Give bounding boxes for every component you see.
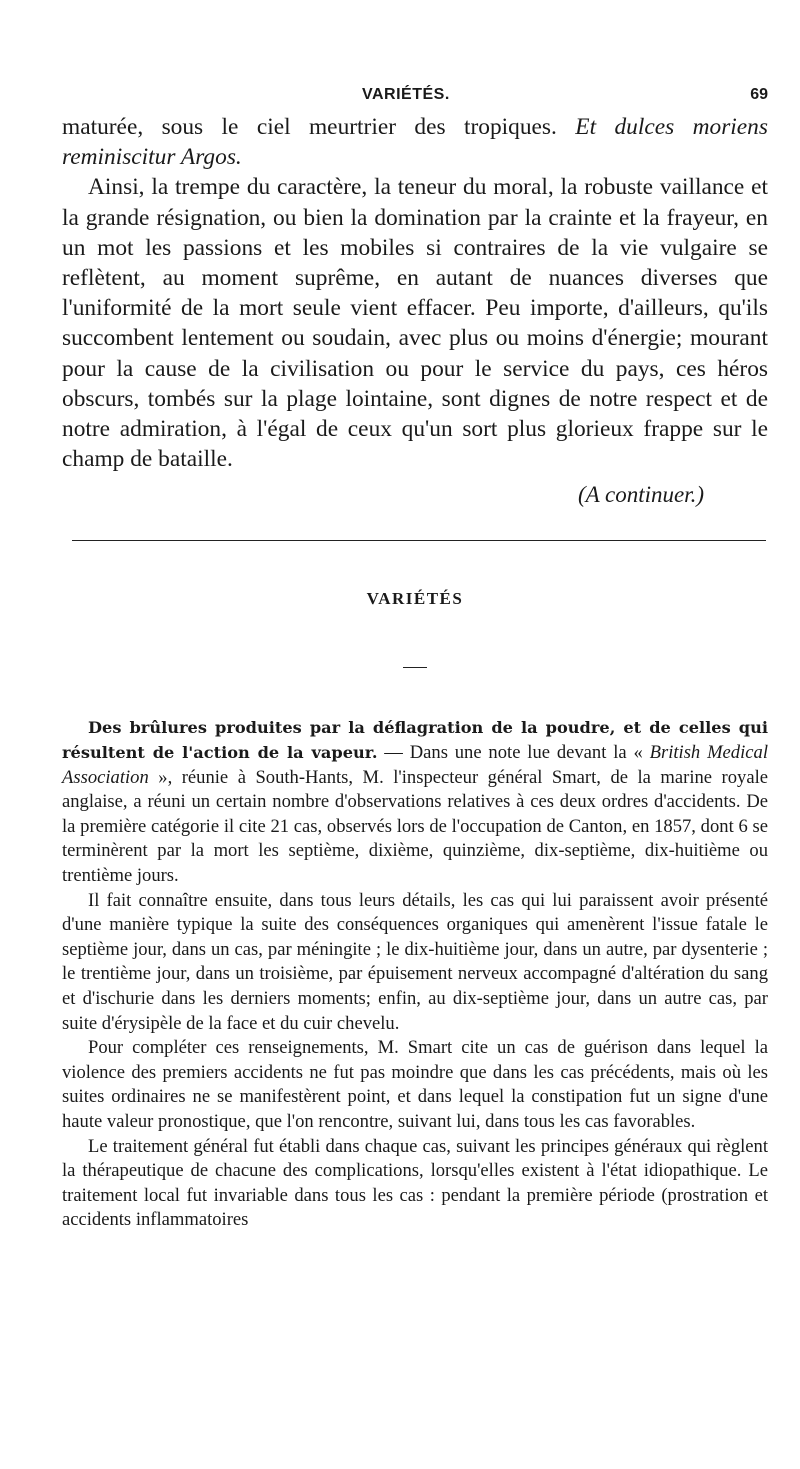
running-head-title: VARIÉTÉS. [362,86,450,103]
running-head [62,80,768,112]
book-page [62,80,768,1233]
article-title: Des brûlures produites par la déflagration de la poudre, et de celles qui résultent de l'action de la vapeur. [62,718,768,763]
article-body [62,716,768,1232]
previous-article-ending [62,112,768,510]
journal-name: British Medical Association [62,742,768,788]
paragraph-text: maturée, sous le ciel meurtrier des tropiques. [62,114,576,140]
paragraph-text: », réunie à South-Hants, M. l'inspecteur général Smart, de la marine royale anglaise, a réuni un certain nombre d'observations relatives à ces deux ordres d'accidents. De la première catégorie il cite 21 cas, observés lors de l'occupation de Canton, en 1857, dont 6 se terminèrent par la mort les septième, dixième, quinzième, dix-septième, dix-huitième ou trentième jours. [62,766,768,886]
section-divider-rule [72,540,766,541]
paragraph-continued [62,112,768,172]
article-first-paragraph [62,716,768,888]
paragraph: Le traitement général fut établi dans chaque cas, suivant les principes généraux qui règlent la thérapeutique de chacune des complications, lorsqu'elles existent à l'état idiopathique. Le traitement local fut invariable dans tous les cas : pendant la première période (prostration et accidents inflammatoires [62,1135,768,1231]
to-be-continued-note: (A continuer.) [577,482,704,508]
latin-quotation: Et dulces moriens reminiscitur Argos. [62,114,768,171]
page-number: 69 [750,86,768,103]
section-heading: VARIÉTÉS [366,589,464,609]
paragraph: Pour compléter ces renseignements, M. Smart cite un cas de guérison dans lequel la violence des premiers accidents ne fut pas moindre que dans les cas précédents, mais où les suites ordinaires ne se manifestèrent point, et dans lequel la constipation fut un signe d'une haute valeur pronostique, que l'on rencontre, suivant lui, dans tous les cas favorables. [62,1037,768,1132]
paragraph: Il fait connaître ensuite, dans tous leurs détails, les cas qui lui paraissent avoir présenté d'une manière typique la suite des conséquences organiques qui amenèrent l'issue fatale le septième jour, dans un cas, par méningite ; le dix-huitième jour, dans un autre, par dysenterie ; le trentième jour, dans un troisième, par épuisement nerveux accompagné d'altération du sang et d'ischurie dans les derniers moments; enfin, au dix-septième jour, dans un autre cas, par suite d'érysipèle de la face et du cuir chevelu. [62,889,768,1034]
short-dash-rule [403,667,427,668]
paragraph-text: — Dans une note lue devant la « [377,742,650,764]
paragraph: Ainsi, la trempe du caractère, la teneur du moral, la robuste vaillance et la grande résignation, ou bien la domination par la crainte et la frayeur, en un mot les passions et les mobiles si contraires de la vie vulgaire se reflètent, au moment suprême, en autant de nuances diverses que l'uniformité de la mort seule vient effacer. Peu importe, d'ailleurs, qu'ils succombent lentement ou soudain, avec plus ou moins d'énergie; mourant pour la cause de la civilisation ou pour le service du pays, ces héros obscurs, tombés sur la plage lointaine, sont dignes de notre respect et de notre admiration, à l'égal de ceux qu'un sort plus glorieux frappe sur le champ de bataille. [62,174,768,473]
